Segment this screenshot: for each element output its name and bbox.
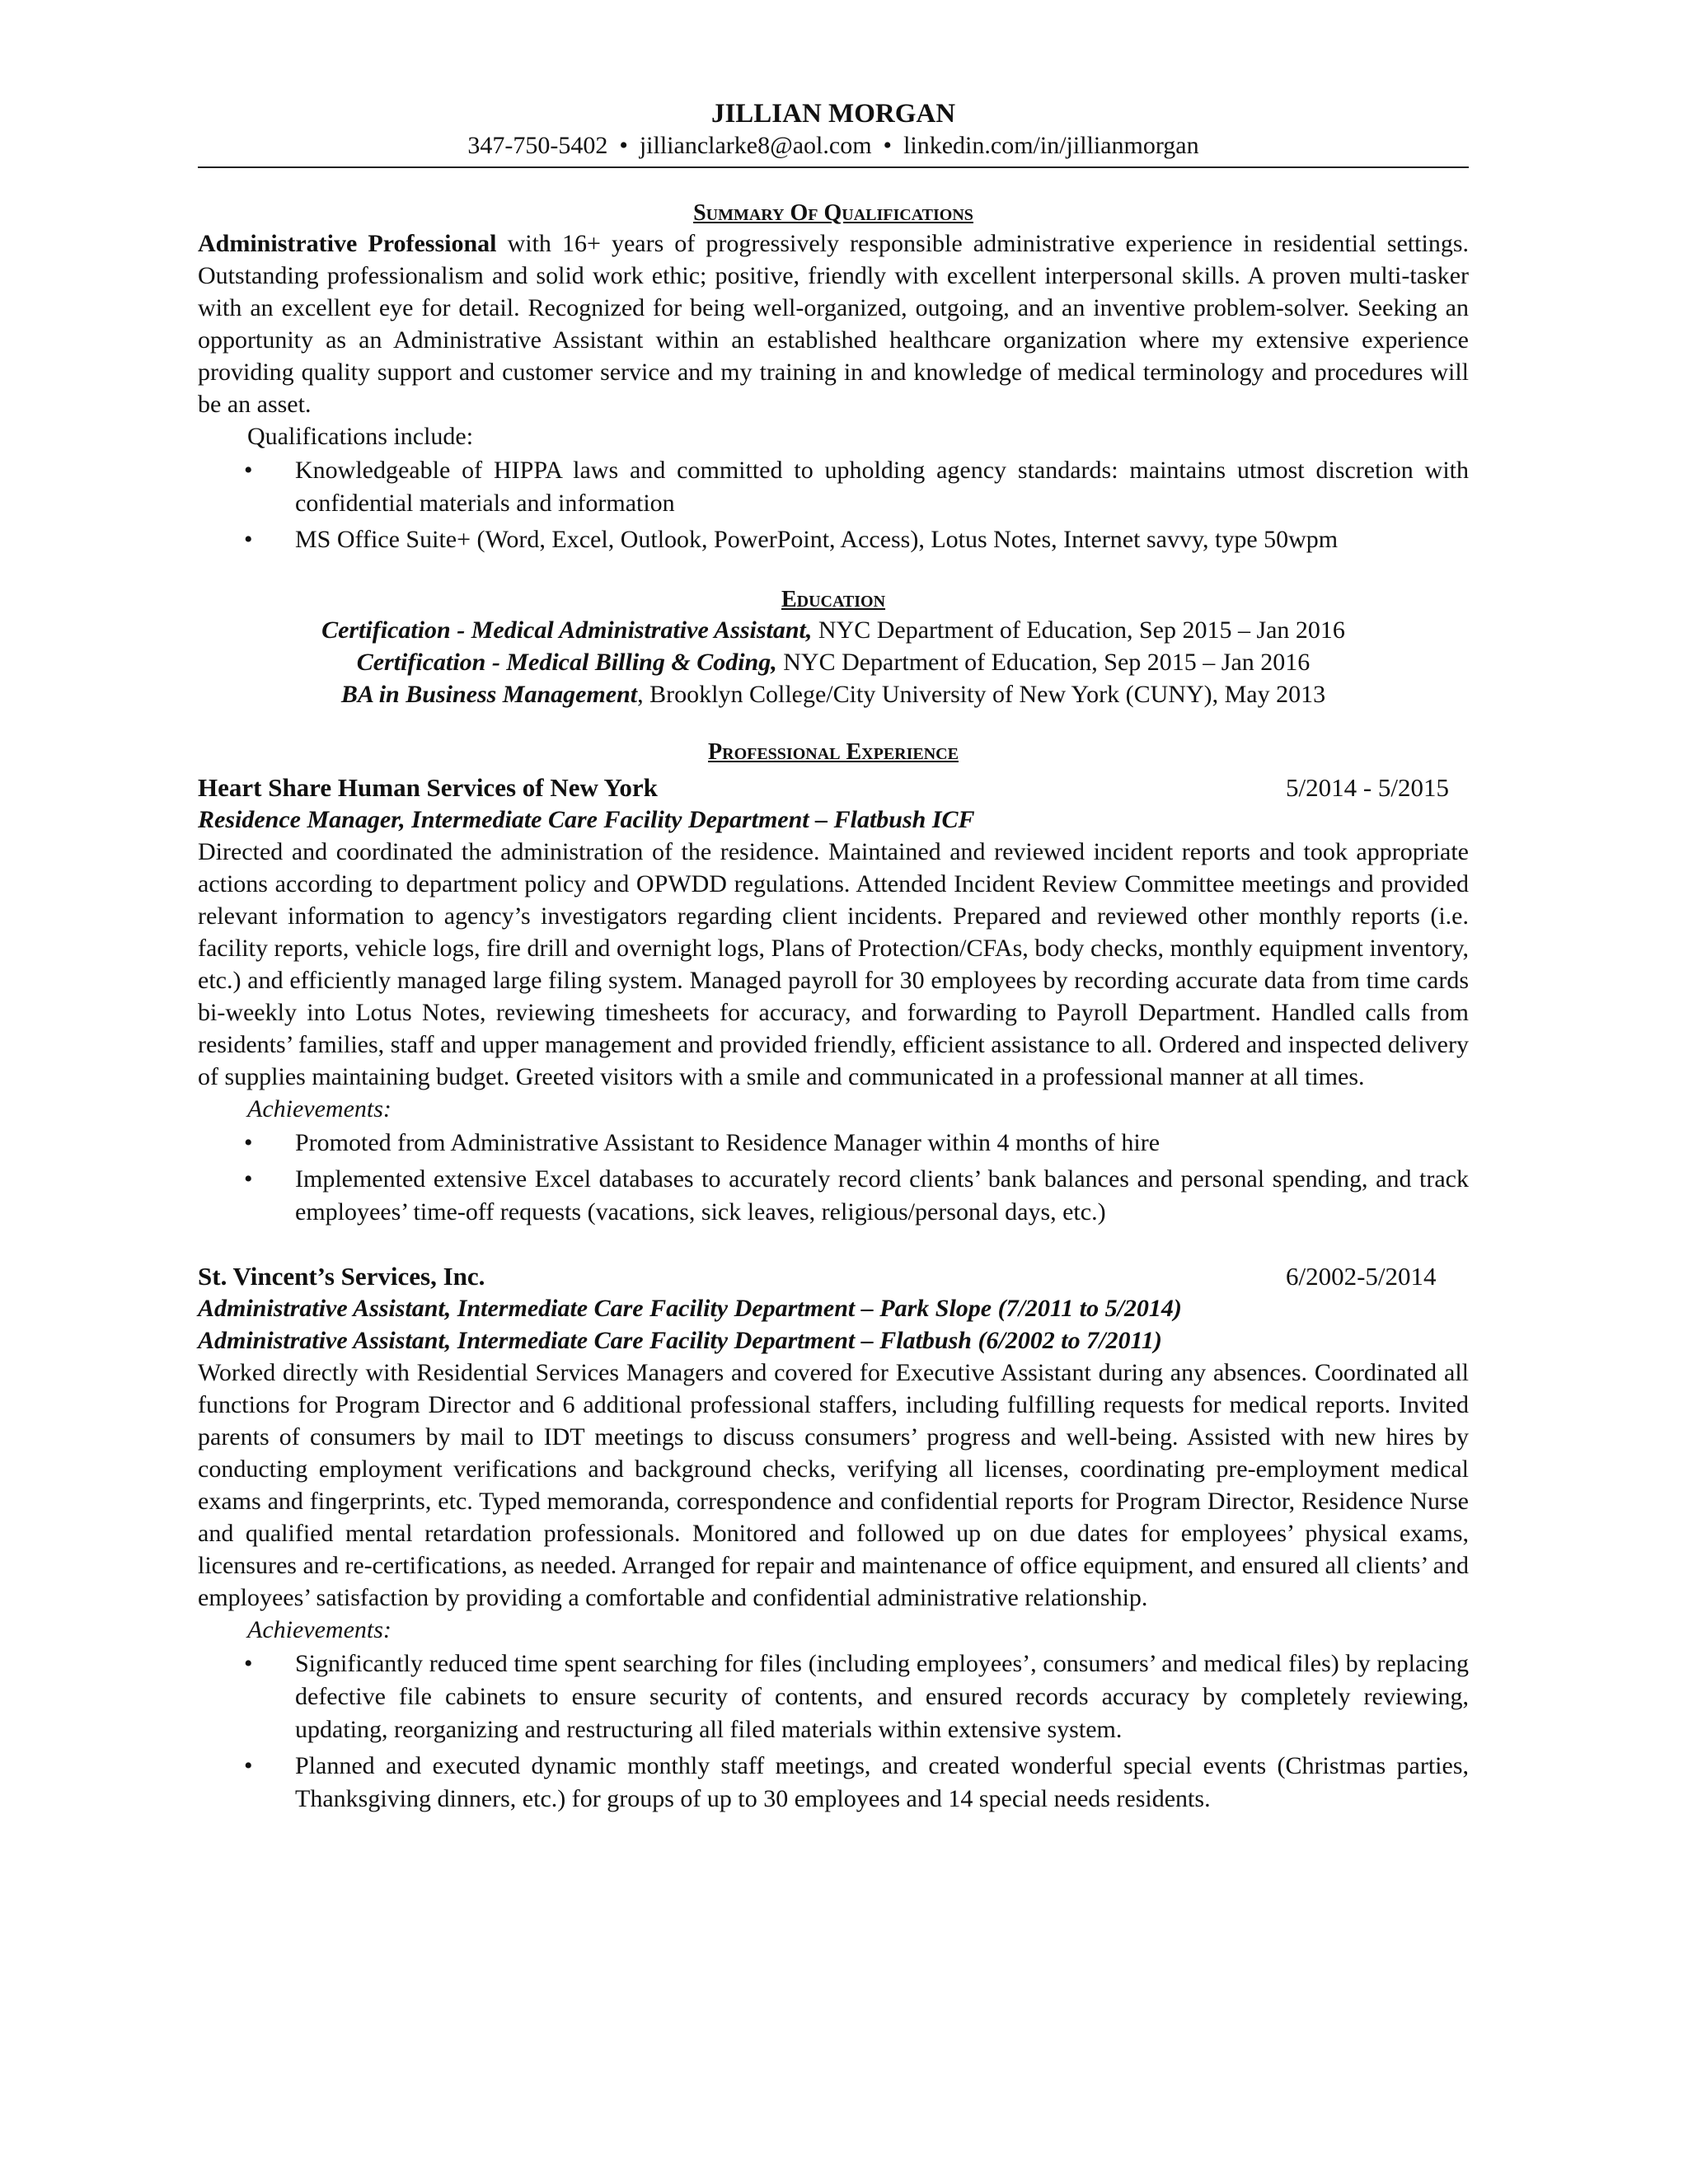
separator-bullet: • bbox=[619, 132, 628, 159]
job-description: Directed and coordinated the administration of the residence. Maintained and reviewed incident reports and took appropriate actions according to department policy and OPWDD regulations. Attended Incident Review Committee meetings and provided relevant information to agency’s investigators regarding client incidents. Prepared and reviewed other monthly reports (i.e. facility reports, vehicle logs, fire drill and overnight logs, Plans of Protection/CFAs, body checks, monthly equipment inventory, etc.) and efficiently managed large filing system. Managed payroll for 30 employees by recording accurate data from time cards bi-weekly into Lotus Notes, reviewing timesheets for accuracy, and forwarding to Payroll Department. Handled calls from residents’ families, staff and upper management and provided friendly, efficient assistance to all. Ordered and inspected delivery of supplies maintaining budget. Greeted visitors with a smile and communicated in a professional manner at all times. bbox=[198, 838, 1469, 1090]
credential: Certification - Medical Billing & Coding, bbox=[356, 649, 777, 676]
linkedin-url: linkedin.com/in/jillianmorgan bbox=[903, 132, 1199, 159]
job-role: Administrative Assistant, Intermediate Care Facility Department – Flatbush (6/2002 to 7/2011) bbox=[198, 1327, 1162, 1354]
qualifications-list bbox=[198, 454, 1469, 556]
credential: BA in Business Management bbox=[340, 681, 638, 708]
achievements-list bbox=[198, 1647, 1469, 1816]
job-role: Administrative Assistant, Intermediate Care Facility Department – Park Slope (7/2011 to 5/2014) bbox=[198, 1295, 1182, 1322]
job-description: Worked directly with Residential Services Managers and covered for Executive Assistant during any absences. Coordinated all functions for Program Director and 6 additional professional staffers, including fulfilling requests for medical reports. Invited parents of consumers by mail to IDT meetings to discuss consumers’ progress and well-being. Assisted with new hires by conducting employment verifications and background checks, verifying all licenses, coordinating pre-employment medical exams and fingerprints, etc. Typed memoranda, correspondence and confidential reports for Program Director, Residence Nurse and qualified mental retardation professionals. Monitored and followed up on due dates for employees’ physical exams, licensures and re-certifications, as needed. Arranged for repair and maintenance of office equipment, and ensured all clients’ and employees’ satisfaction by providing a comfortable and confidential administrative relationship. bbox=[198, 1359, 1469, 1611]
bullet-icon: • bbox=[244, 1129, 253, 1156]
credential-detail: NYC Department of Education, Sep 2015 – Jan 2016 bbox=[812, 616, 1345, 644]
contact-line bbox=[198, 130, 1469, 162]
credential-detail: , Brooklyn College/City University of New York (CUNY), May 2013 bbox=[637, 681, 1326, 708]
list-item-text: Knowledgeable of HIPPA laws and committed to upholding agency standards: maintains utmost discretion with confidential materials and information bbox=[295, 457, 1469, 517]
company-name: St. Vincent’s Services, Inc. bbox=[198, 1262, 485, 1291]
job-header bbox=[198, 771, 1469, 804]
list-item bbox=[198, 1127, 1469, 1160]
education-item bbox=[198, 678, 1469, 710]
list-item bbox=[198, 1750, 1469, 1816]
list-item bbox=[198, 454, 1469, 520]
list-item-text: Implemented extensive Excel databases to accurately record clients’ bank balances and personal spending, and track employees’ time-off requests (vacations, sick leaves, religious/personal days, etc.) bbox=[295, 1165, 1469, 1226]
summary-text: with 16+ years of progressively responsible administrative experience in residential settings. Outstanding professionalism and solid work ethic; positive, friendly with excellent interpersonal skills. A proven multi-tasker with an excellent eye for detail. Recognized for being well-organized, outgoing, and an inventive problem-solver. Seeking an opportunity as an Administrative Assistant within an established healthcare organization where my extensive experience providing quality support and customer service and my training in and knowledge of medical terminology and procedures will be an asset. bbox=[198, 230, 1469, 418]
job-dates: 5/2014 - 5/2015 bbox=[1286, 773, 1450, 802]
list-item-text: Planned and executed dynamic monthly staff meetings, and created wonderful special events (Christmas parties, Thanksgiving dinners, etc.) for groups of up to 30 employees and 14 special needs residents. bbox=[295, 1752, 1469, 1812]
bullet-icon: • bbox=[244, 526, 253, 553]
achievements-list bbox=[198, 1127, 1469, 1229]
qualifications-label: Qualifications include: bbox=[247, 423, 474, 450]
bullet-icon: • bbox=[244, 1752, 253, 1779]
resume-page bbox=[198, 97, 1469, 1819]
list-item-text: MS Office Suite+ (Word, Excel, Outlook, PowerPoint, Access), Lotus Notes, Internet savvy, type 50wpm bbox=[295, 526, 1339, 553]
email-address: jillianclarke8@aol.com bbox=[639, 132, 872, 159]
job-dates: 6/2002-5/2014 bbox=[1286, 1262, 1437, 1291]
separator-bullet: • bbox=[883, 132, 893, 159]
job-role: Residence Manager, Intermediate Care Facility Department – Flatbush ICF bbox=[198, 806, 975, 833]
list-item bbox=[198, 523, 1469, 556]
company-name: Heart Share Human Services of New York bbox=[198, 773, 658, 802]
education-item bbox=[198, 614, 1469, 646]
credential: Certification - Medical Administrative Assistant, bbox=[321, 616, 813, 644]
bullet-icon: • bbox=[244, 1650, 253, 1677]
education-heading: Education bbox=[781, 587, 886, 612]
phone-number: 347-750-5402 bbox=[467, 132, 608, 159]
credential-detail: NYC Department of Education, Sep 2015 – Jan 2016 bbox=[776, 649, 1311, 676]
list-item-text: Promoted from Administrative Assistant to Residence Manager within 4 months of hire bbox=[295, 1129, 1160, 1156]
summary-heading: Summary Of Qualifications bbox=[693, 200, 973, 226]
achievements-label: Achievements: bbox=[247, 1095, 392, 1122]
experience-heading: Professional Experience bbox=[708, 739, 959, 765]
achievements-label: Achievements: bbox=[247, 1616, 392, 1643]
list-item bbox=[198, 1647, 1469, 1746]
spacer bbox=[198, 1232, 1469, 1255]
list-item bbox=[198, 1163, 1469, 1229]
summary-lead: Administrative Professional bbox=[198, 230, 497, 257]
education-item bbox=[198, 646, 1469, 678]
summary-paragraph bbox=[198, 227, 1469, 420]
list-item-text: Significantly reduced time spent searching for files (including employees’, consumers’ and medical files) by replacing defective file cabinets to ensure security of contents, and ensured records accuracy by completely reviewing, updating, reorganizing and restructuring all filed materials within extensive system. bbox=[295, 1650, 1469, 1743]
header-divider bbox=[198, 166, 1469, 168]
candidate-name: JILLIAN MORGAN bbox=[710, 99, 956, 129]
job-header bbox=[198, 1260, 1469, 1292]
bullet-icon: • bbox=[244, 1165, 253, 1193]
bullet-icon: • bbox=[244, 457, 253, 484]
